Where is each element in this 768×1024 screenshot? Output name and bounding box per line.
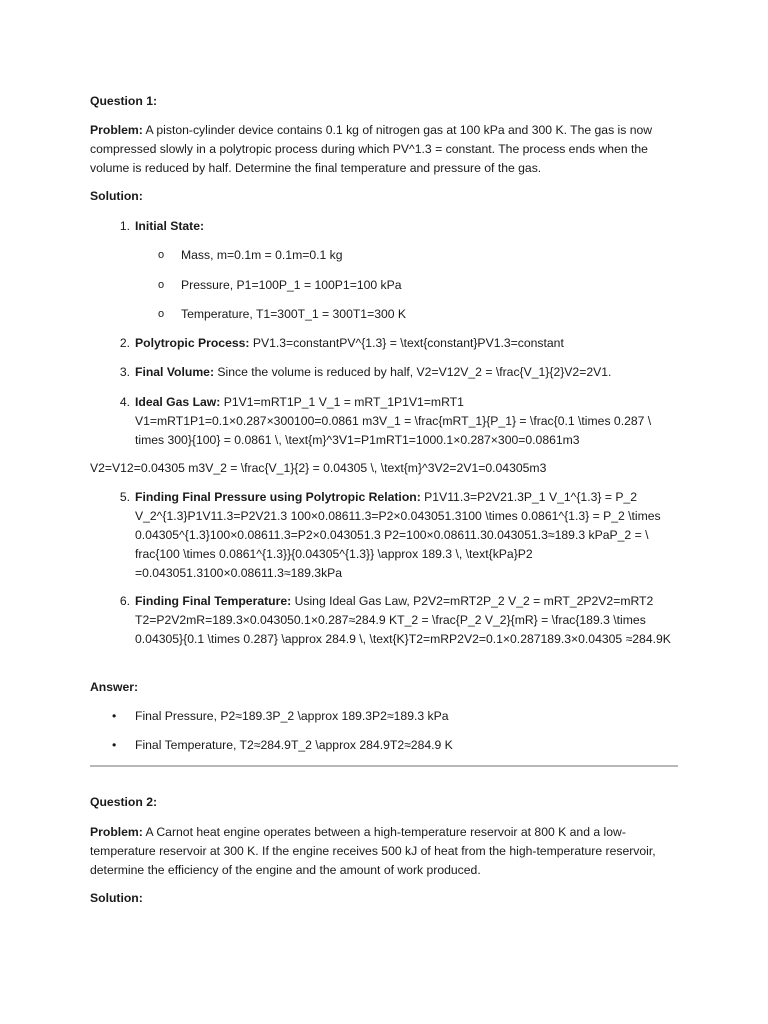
problem-label: Problem:	[90, 123, 143, 137]
step-label: Finding Final Pressure using Polytropic Relation:	[135, 490, 421, 504]
question-2-solution-label: Solution:	[90, 891, 143, 905]
question-1-problem	[90, 121, 678, 178]
step-text: Since the volume is reduced by half, V2=V12V_2 = \frac{V_1}{2}V2=2V1.	[214, 365, 612, 379]
step-label: Initial State:	[135, 219, 205, 233]
bullet-icon: •	[112, 709, 117, 723]
volume-2-line: V2=V12=0.04305 m3V_2 = \frac{V_1}{2} = 0.04305 \, \text{m}^3V2=2V1=0.04305m3	[90, 461, 547, 475]
question-1-heading: Question 1:	[90, 94, 158, 108]
step-number: 2.	[119, 336, 130, 350]
step-text: P1V1=mRT1P_1 V_1 = mRT_1P1V1=mRT1 V1=mRT1P1=0.1×0.287×300100=0.0861 m3V_1 = \frac{mRT_1}{P_1} = \frac{0.1 \times 0.287 \ times 300}{100} = 0.0861 \, \text{m}^3V1=P1mRT1=1000.1×0.287×300=0.0861m3	[135, 395, 652, 447]
step-text: PV1.3=constantPV^{1.3} = \text{constant}PV1.3=constant	[249, 336, 564, 350]
initial-state-text: Mass, m=0.1m = 0.1m=0.1 kg	[181, 248, 343, 262]
step-text: Using Ideal Gas Law, P2V2=mRT2P_2 V_2 = mRT_2P2V2=mRT2 T2=P2V2mR=189.3×0.043050.1×0.287≈284.9 KT_2 = \frac{P_2 V_2}{mR} = \frac{189.3 \times 0.04305}{0.1 \times 0.287} \approx 284.9 \, \text{K}T2=mRP2V2=0.1×0.287189.3×0.04305 ≈284.9K	[135, 594, 671, 646]
question-2-heading: Question 2:	[90, 795, 158, 809]
problem-text: A Carnot heat engine operates between a high-temperature reservoir at 800 K and a low-temperature reservoir at 300 K. If the engine receives 500 kJ of heat from the high-temperature reservoir, determine the efficiency of the engine and the amount of work produced.	[90, 825, 656, 877]
hollow-bullet-icon: o	[158, 279, 165, 291]
hollow-bullet-icon: o	[158, 249, 165, 261]
question-1-solution-label: Solution:	[90, 189, 143, 203]
step-label: Final Volume:	[135, 365, 214, 379]
step-label: Finding Final Temperature:	[135, 594, 292, 608]
step-label: Polytropic Process:	[135, 336, 250, 350]
step-number: 4.	[119, 395, 130, 409]
answer-text: Final Temperature, T2≈284.9T_2 \approx 284.9T2≈284.9 K	[135, 738, 453, 752]
problem-text: A piston-cylinder device contains 0.1 kg of nitrogen gas at 100 kPa and 300 K. The gas is now compressed slowly in a polytropic process during which PV^1.3 = constant. The process ends when the volume is reduced by half. Determine the final temperature and pressure of the gas.	[90, 123, 653, 175]
step-number: 6.	[119, 594, 130, 608]
initial-state-text: Temperature, T1=300T_1 = 300T1=300 K	[181, 307, 407, 321]
step-text: P1V11.3=P2V21.3P_1 V_1^{1.3} = P_2 V_2^{1.3}P1V11.3=P2V21.3 100×0.08611.3=P2×0.043051.3100 \times 0.0861^{1.3} = P_2 \times 0.04305^{1.3}100×0.08611.3=P2×0.043051.3 P2=100×0.08611.30.043051.3≈189.3 kPaP_2 = \ frac{100 \times 0.0861^{1.3}}{0.04305^{1.3}} \approx 189.3 \, \text{kPa}P2 =0.043051.3100×0.08611.3≈189.3kPa	[135, 490, 661, 580]
horizontal-divider	[90, 765, 678, 767]
answer-label: Answer:	[90, 680, 139, 694]
step-number: 1.	[119, 219, 130, 233]
step-number: 3.	[119, 365, 130, 379]
bullet-icon: •	[112, 738, 117, 752]
problem-label: Problem:	[90, 825, 143, 839]
hollow-bullet-icon: o	[158, 308, 165, 320]
step-label: Ideal Gas Law:	[135, 395, 221, 409]
answer-text: Final Pressure, P2≈189.3P_2 \approx 189.3P2≈189.3 kPa	[135, 709, 449, 723]
initial-state-text: Pressure, P1=100P_1 = 100P1=100 kPa	[181, 278, 402, 292]
question-2-problem	[90, 823, 678, 880]
step-number: 5.	[119, 490, 130, 504]
